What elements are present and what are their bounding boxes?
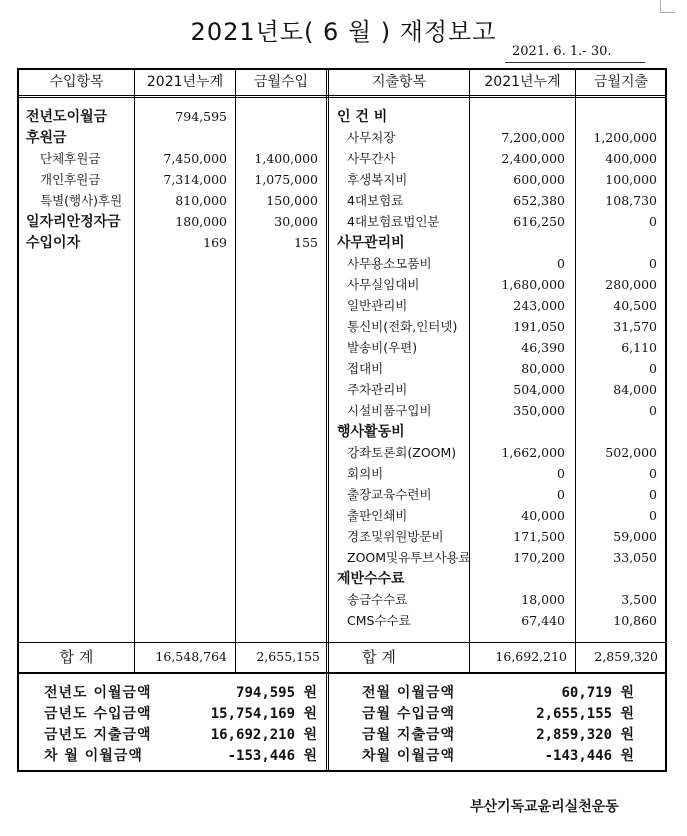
expense-row-cum: 2,400,000 (501, 151, 565, 166)
header-expense-item: 지출항목 (371, 74, 427, 90)
expense-row-month: 84,000 (613, 382, 657, 397)
expense-row-label: 사무용소모품비 (347, 256, 432, 271)
summary-value: 2,859,320 원 (536, 727, 634, 743)
income-row-label: 단체후원금 (40, 151, 101, 166)
expense-row-cum: 67,440 (521, 613, 565, 628)
expense-row-cum: 616,250 (513, 214, 565, 229)
expense-row-month: 31,570 (613, 319, 657, 334)
expense-row-cum: 7,200,000 (501, 130, 565, 145)
expense-category-label: 인 건 비 (337, 109, 388, 125)
expense-row-label: 접대비 (347, 361, 384, 376)
expense-row-label: 일반관리비 (347, 298, 408, 313)
expense-category-label: 제반수수료 (337, 571, 405, 587)
income-row-cum: 7,450,000 (163, 151, 227, 166)
expense-row-month: 0 (649, 508, 657, 523)
income-row-label: 후원금 (26, 130, 67, 146)
expense-row-month: 33,050 (613, 550, 657, 565)
summary-value: 60,719 원 (561, 685, 634, 701)
summary-value: -143,446 원 (544, 748, 634, 764)
expense-row-month: 400,000 (605, 151, 657, 166)
totals-bottom-line (17, 672, 667, 674)
income-total-label: 합 계 (59, 648, 94, 666)
expense-row-cum: 652,380 (513, 193, 565, 208)
income-row-cum: 7,314,000 (163, 172, 227, 187)
income-row-month: 1,400,000 (254, 151, 318, 166)
income-row-label: 특별(행사)후원 (40, 193, 123, 208)
expense-row-month: 108,730 (605, 193, 657, 208)
expense-row-label: 4대보험료 (347, 193, 404, 208)
summary-value: 16,692,210 원 (210, 727, 317, 743)
header-income-item: 수입항목 (49, 74, 104, 90)
expense-row-cum: 1,680,000 (501, 277, 565, 292)
expense-row-cum: 600,000 (513, 172, 565, 187)
expense-row-month: 59,000 (613, 529, 657, 544)
expense-row-month: 40,500 (613, 298, 657, 313)
report-title: 2021년도( 6 월 ) 재정보고 (190, 18, 497, 46)
summary-label: 전년도 이월금액 (44, 685, 152, 701)
expense-row-label: ZOOM및유투브사용료 (347, 550, 471, 565)
totals-top-line (17, 642, 667, 643)
expense-row-label: 시설비품구입비 (347, 403, 432, 418)
summary-label: 금년도 수입금액 (44, 706, 152, 722)
expense-row-label: 통신비(전화,인터넷) (347, 319, 458, 334)
expense-row-cum: 243,000 (513, 298, 565, 313)
expense-row-month: 0 (649, 214, 657, 229)
expense-row-cum: 350,000 (513, 403, 565, 418)
expense-row-cum: 40,000 (521, 508, 565, 523)
expense-row-month: 1,200,000 (593, 130, 657, 145)
income-total-month: 2,655,155 (256, 649, 320, 664)
expense-row-label: 회의비 (347, 466, 384, 481)
summary-value: -153,446 원 (227, 748, 317, 764)
summary-value: 15,754,169 원 (210, 706, 317, 722)
expense-row-label: 사무처장 (347, 130, 396, 145)
income-total-cum: 16,548,764 (155, 649, 227, 664)
header-income-month: 금월수입 (253, 74, 309, 90)
summary-label: 차월 이월금액 (362, 748, 456, 764)
expense-row-month: 0 (649, 361, 657, 376)
expense-category-label: 행사활동비 (337, 424, 405, 440)
income-row-month: 1,075,000 (254, 172, 318, 187)
summary-label: 금월 지출금액 (362, 727, 456, 743)
expense-row-month: 0 (649, 403, 657, 418)
expense-row-label: 송금수수료 (347, 592, 408, 607)
expense-row-cum: 0 (557, 487, 565, 502)
income-row-label: 전년도이월금 (26, 109, 108, 125)
expense-row-label: 주차관리비 (347, 382, 408, 397)
expense-row-label: 출판인쇄비 (347, 508, 408, 523)
header-expense-cum: 2021년누계 (484, 74, 561, 90)
expense-row-label: CMS수수료 (347, 613, 411, 628)
expense-total-label: 합 계 (362, 648, 396, 666)
income-row-label: 수입이자 (26, 235, 81, 251)
income-row-cum: 180,000 (175, 214, 227, 229)
expense-row-cum: 0 (557, 466, 565, 481)
income-row-cum: 169 (203, 235, 227, 250)
income-row-month: 155 (294, 235, 318, 250)
header-expense-month: 금월지출 (593, 74, 649, 90)
income-row-label: 일자리안정자금 (26, 214, 121, 230)
expense-category-label: 사무관리비 (337, 235, 405, 251)
summary-label: 금년도 지출금액 (44, 727, 152, 743)
expense-total-cum: 16,692,210 (495, 649, 567, 664)
expense-row-label: 4대보험료법인분 (347, 214, 440, 229)
income-row-label: 개인후원금 (40, 172, 101, 187)
expense-row-cum: 46,390 (521, 340, 565, 355)
expense-row-label: 출장교육수련비 (347, 487, 432, 502)
expense-row-month: 280,000 (605, 277, 657, 292)
income-row-month: 30,000 (274, 214, 318, 229)
expense-row-label: 사무실임대비 (347, 277, 420, 292)
expense-row-month: 0 (649, 487, 657, 502)
expense-row-label: 후생복지비 (347, 172, 408, 187)
organization-name: 부산기독교윤리실천운동 (470, 799, 619, 815)
income-row-month: 150,000 (266, 193, 318, 208)
expense-total-month: 2,859,320 (594, 649, 658, 664)
expense-row-month: 100,000 (605, 172, 657, 187)
expense-row-month: 3,500 (621, 592, 657, 607)
header-separator (17, 95, 667, 98)
expense-row-month: 502,000 (605, 445, 657, 460)
expense-row-cum: 171,500 (513, 529, 565, 544)
income-row-cum: 794,595 (175, 109, 227, 124)
summary-value: 2,655,155 원 (536, 706, 634, 722)
expense-row-cum: 80,000 (521, 361, 565, 376)
expense-row-cum: 504,000 (513, 382, 565, 397)
expense-row-cum: 0 (557, 256, 565, 271)
expense-row-label: 사무간사 (347, 151, 396, 166)
expense-row-month: 0 (649, 466, 657, 481)
report-period: 2021. 6. 1.- 30. (512, 44, 612, 59)
summary-value: 794,595 원 (236, 685, 317, 701)
expense-row-month: 10,860 (613, 613, 657, 628)
expense-row-cum: 1,662,000 (501, 445, 565, 460)
expense-row-month: 6,110 (621, 340, 657, 355)
expense-row-label: 경조및위원방문비 (347, 529, 444, 544)
summary-label: 전월 이월금액 (362, 685, 456, 701)
expense-row-cum: 18,000 (521, 592, 565, 607)
income-row-cum: 810,000 (175, 193, 227, 208)
header-income-cum: 2021년누계 (146, 74, 224, 90)
period-underline (505, 62, 645, 63)
summary-label: 금월 수입금액 (362, 706, 456, 722)
summary-label: 차 월 이월금액 (44, 748, 143, 764)
expense-row-cum: 191,050 (513, 319, 565, 334)
expense-row-month: 0 (649, 256, 657, 271)
expense-row-cum: 170,200 (513, 550, 565, 565)
expense-row-label: 강좌토론회(ZOOM) (347, 445, 457, 460)
expense-row-label: 발송비(우편) (347, 340, 418, 355)
